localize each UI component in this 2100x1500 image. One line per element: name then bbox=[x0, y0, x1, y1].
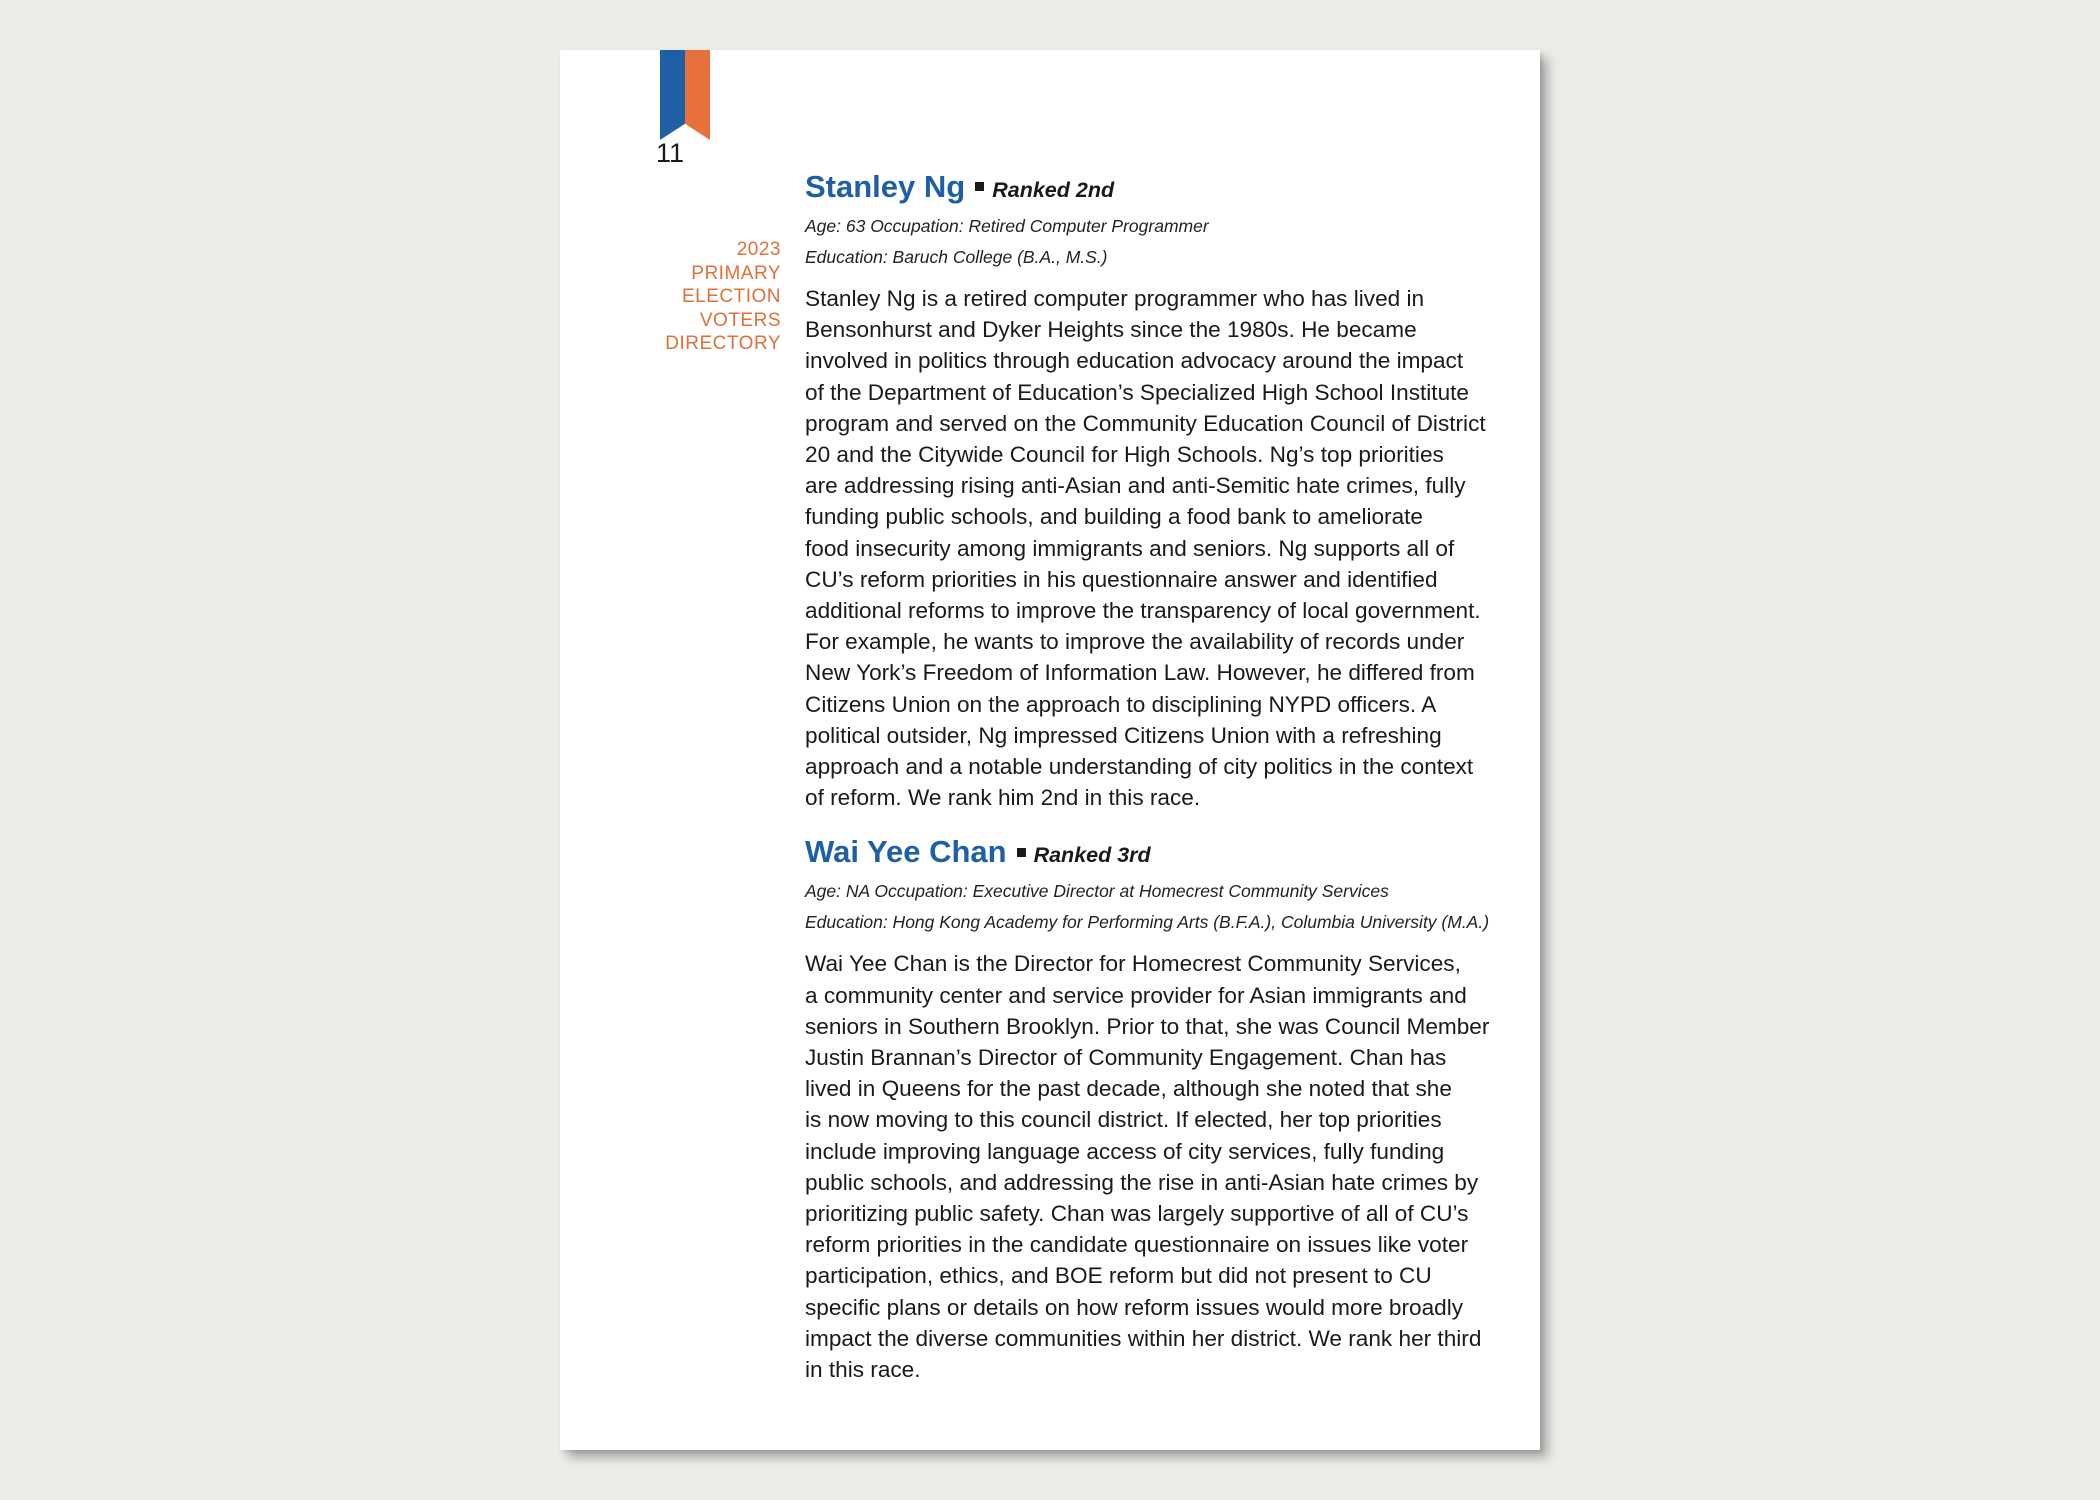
candidate-heading bbox=[805, 168, 1515, 209]
bio-line: New York’s Freedom of Information Law. However, he differed from bbox=[805, 660, 1475, 686]
page-number: 11 bbox=[656, 138, 685, 168]
directory-page bbox=[560, 50, 1540, 1450]
bio-line: Wai Yee Chan is the Director for Homecrest Community Services, bbox=[805, 951, 1461, 977]
side-label-line: PRIMARY bbox=[691, 262, 781, 284]
square-bullet-icon bbox=[975, 182, 984, 191]
bio-line: reform priorities in the candidate questionnaire on issues like voter bbox=[805, 1232, 1469, 1258]
bio-line: in this race. bbox=[805, 1357, 921, 1383]
candidate-entry bbox=[805, 833, 1515, 1385]
bio-line: 20 and the Citywide Council for High Schools. Ng’s top priorities bbox=[805, 442, 1444, 468]
bio-line: program and served on the Community Education Council of District bbox=[805, 410, 1486, 436]
blue-ribbon-icon bbox=[660, 50, 685, 140]
bio-line: Justin Brannan’s Director of Community Engagement. Chan has bbox=[805, 1045, 1447, 1071]
bio-line: Citizens Union on the approach to disciplining NYPD officers. A bbox=[805, 691, 1437, 717]
bio-line: specific plans or details on how reform issues would more broadly bbox=[805, 1294, 1464, 1320]
bio-line: approach and a notable understanding of city politics in the context bbox=[805, 754, 1474, 780]
bio-line: food insecurity among immigrants and seniors. Ng supports all of bbox=[805, 535, 1455, 561]
candidate-education: Education: Hong Kong Academy for Performing Arts (B.F.A.), Columbia University (M.A.) bbox=[805, 912, 1490, 933]
candidate-heading bbox=[805, 833, 1515, 874]
side-label-line: VOTERS bbox=[699, 309, 781, 331]
candidate-entry bbox=[805, 168, 1515, 813]
bio-line: involved in politics through education advocacy around the impact bbox=[805, 348, 1464, 374]
bio-line: For example, he wants to improve the availability of records under bbox=[805, 629, 1465, 655]
bio-line: public schools, and addressing the rise in anti-Asian hate crimes by bbox=[805, 1169, 1479, 1195]
bio-line: political outsider, Ng impressed Citizens Union with a refreshing bbox=[805, 722, 1442, 748]
bio-line: Stanley Ng is a retired computer programmer who has lived in bbox=[805, 286, 1425, 311]
bio-line: is now moving to this council district. If elected, her top priorities bbox=[805, 1107, 1442, 1133]
candidate-name: Stanley Ng bbox=[805, 169, 966, 204]
bio-line: of the Department of Education’s Specialized High School Institute bbox=[805, 379, 1469, 405]
square-bullet-icon bbox=[1017, 848, 1026, 857]
bio-line: lived in Queens for the past decade, although she noted that she bbox=[805, 1076, 1452, 1102]
candidate-bio bbox=[805, 283, 1515, 813]
orange-ribbon-icon bbox=[685, 50, 710, 140]
bio-line: impact the diverse communities within her district. We rank her third bbox=[805, 1325, 1482, 1351]
bio-line: are addressing rising anti-Asian and anti-Semitic hate crimes, fully bbox=[805, 473, 1466, 499]
side-label-line: 2023 bbox=[736, 239, 781, 260]
directory-side-label bbox=[600, 238, 781, 356]
bio-line: a community center and service provider for Asian immigrants and bbox=[805, 982, 1467, 1008]
candidate-name: Wai Yee Chan bbox=[805, 834, 1007, 870]
candidate-age-occupation: Age: 63 Occupation: Retired Computer Programmer bbox=[805, 216, 1209, 236]
bio-line: Bensonhurst and Dyker Heights since the 1980s. He became bbox=[805, 317, 1417, 343]
candidate-rank: Ranked 3rd bbox=[1033, 843, 1151, 868]
bio-line: additional reforms to improve the transparency of local government. bbox=[805, 598, 1481, 624]
bio-line: CU’s reform priorities in his questionnaire answer and identified bbox=[805, 566, 1438, 592]
bio-line: funding public schools, and building a food bank to ameliorate bbox=[805, 504, 1423, 530]
candidate-age-occupation: Age: NA Occupation: Executive Director at Homecrest Community Services bbox=[805, 881, 1389, 902]
candidate-rank: Ranked 2nd bbox=[992, 178, 1115, 202]
bio-line: seniors in Southern Brooklyn. Prior to that, she was Council Member bbox=[805, 1013, 1490, 1039]
candidate-list bbox=[805, 168, 1515, 1385]
bio-line: prioritizing public safety. Chan was largely supportive of all of CU’s bbox=[805, 1201, 1469, 1227]
side-label-line: ELECTION bbox=[681, 286, 781, 307]
candidate-bio bbox=[805, 948, 1515, 1385]
bio-line: include improving language access of city services, fully funding bbox=[805, 1138, 1445, 1164]
bio-line: participation, ethics, and BOE reform but did not present to CU bbox=[805, 1263, 1432, 1289]
side-label-line: DIRECTORY bbox=[665, 333, 781, 354]
candidate-education: Education: Baruch College (B.A., M.S.) bbox=[805, 247, 1108, 267]
bio-line: of reform. We rank him 2nd in this race. bbox=[805, 785, 1201, 811]
